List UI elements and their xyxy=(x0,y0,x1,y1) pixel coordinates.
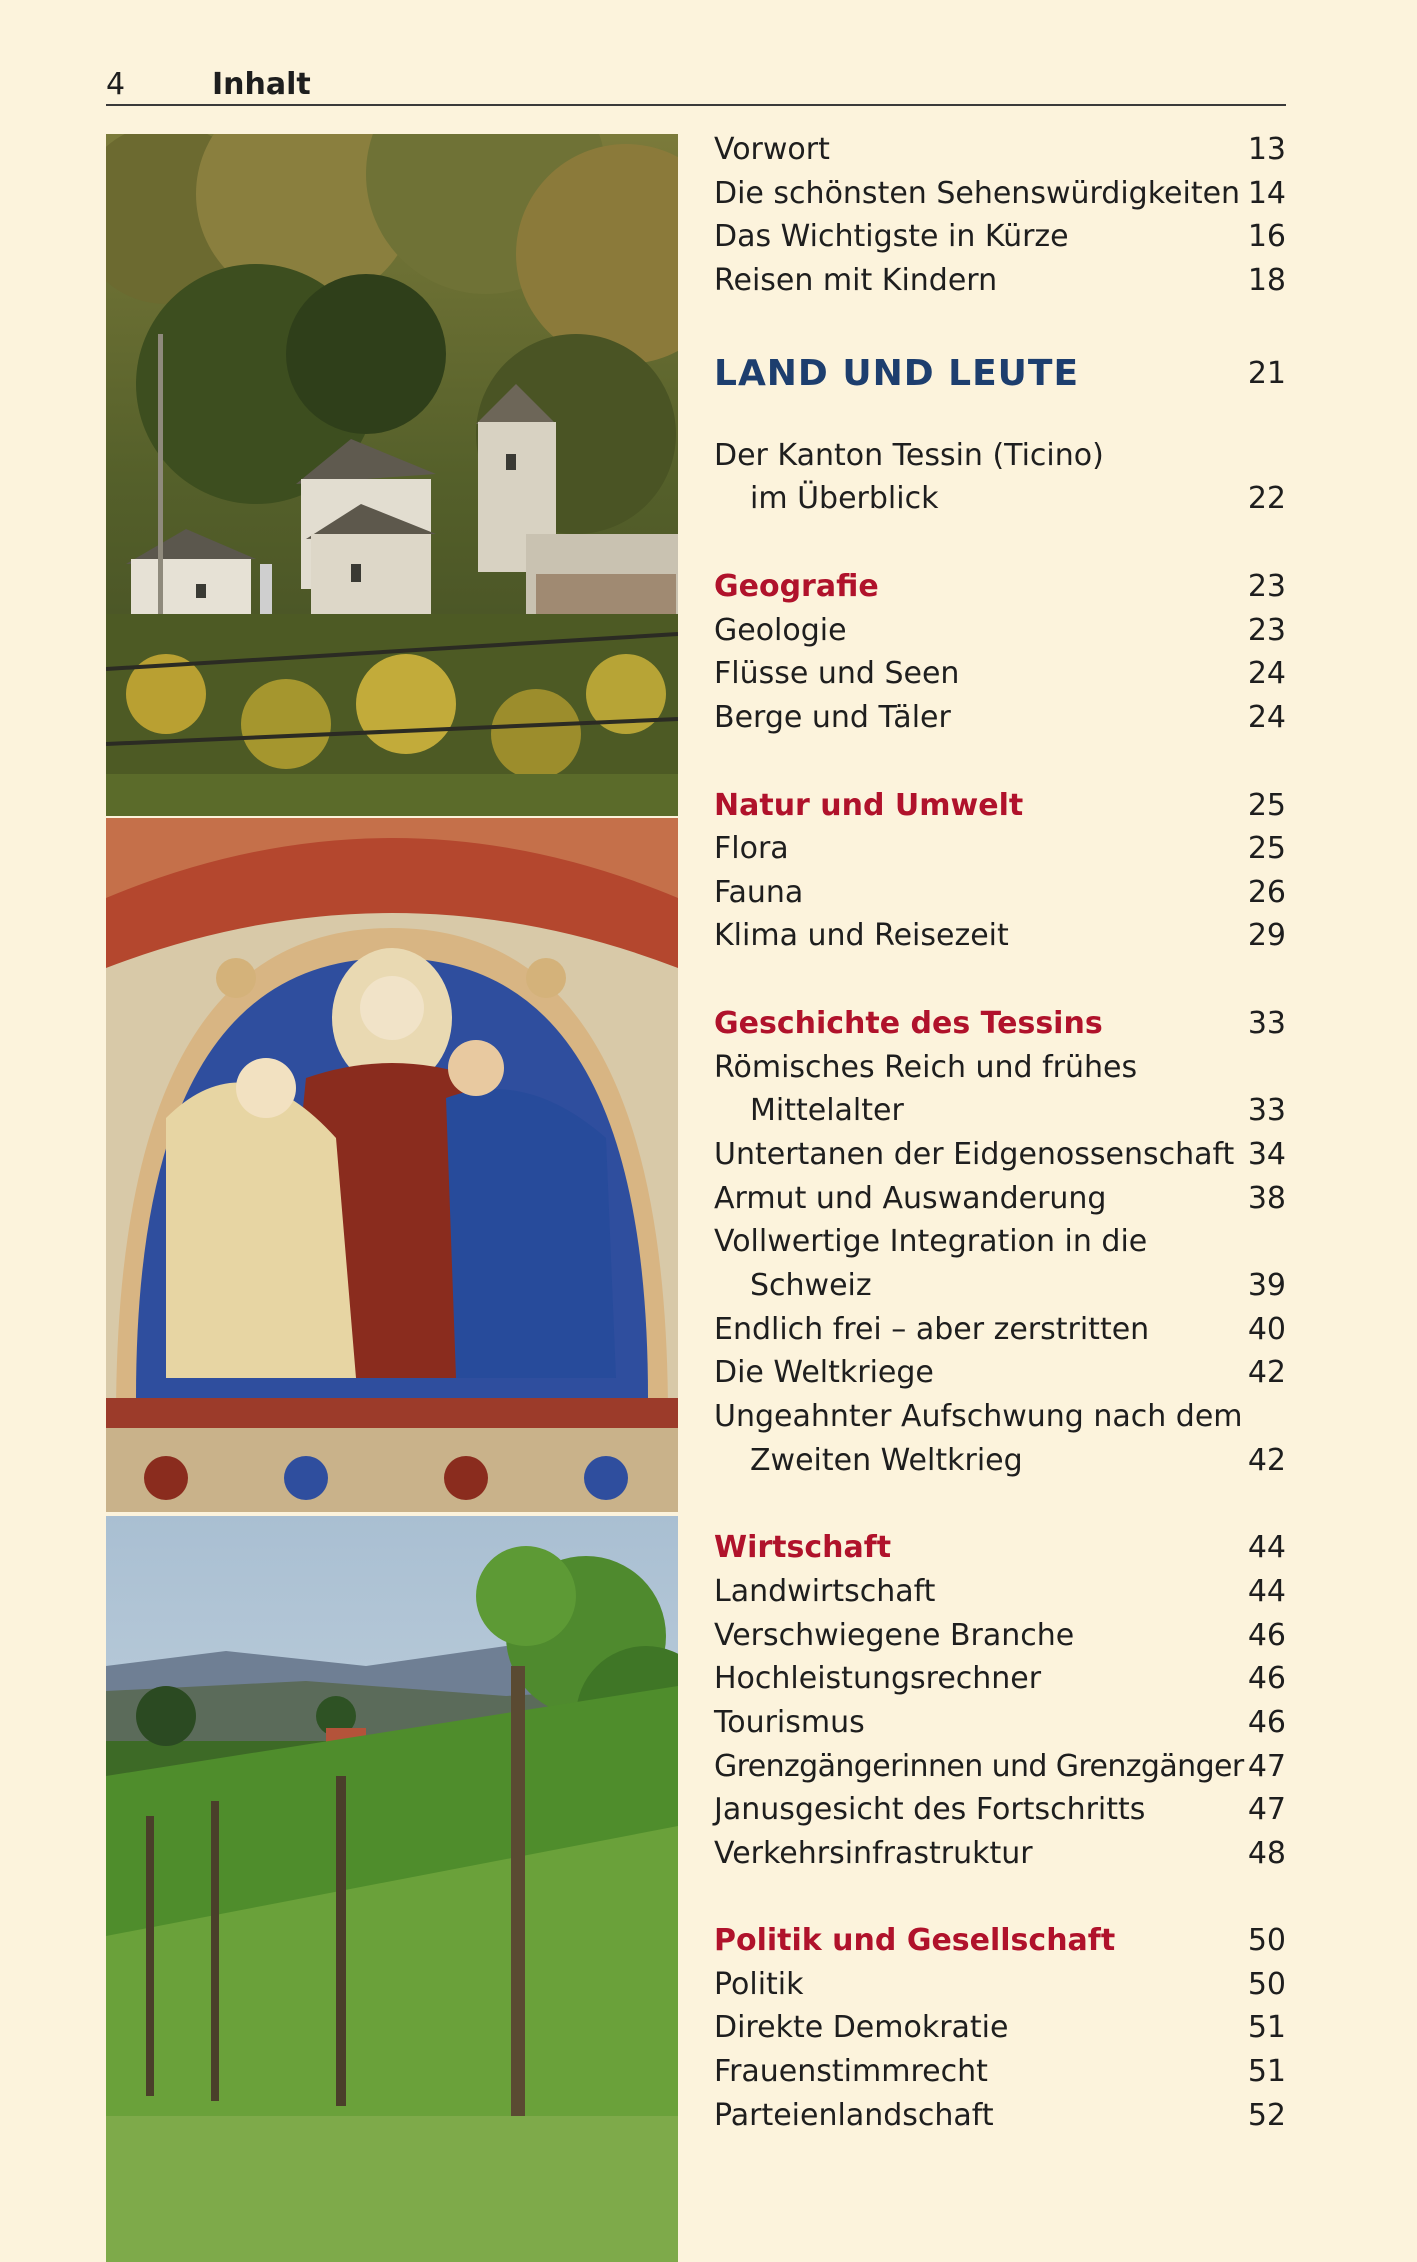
chapter-page: 21 xyxy=(1247,356,1286,391)
toc-entry-title: Die schönsten Sehenswürdigkeiten xyxy=(714,176,1241,211)
toc-entry-page: 51 xyxy=(1247,2010,1286,2045)
toc-entry-page: 51 xyxy=(1247,2054,1286,2089)
section-title: Geografie xyxy=(714,569,879,604)
toc-entry-title: Verschwiegene Branche xyxy=(714,1618,1075,1653)
toc-entry[interactable] xyxy=(714,1046,1286,1090)
toc-entry-title: Endlich frei – aber zerstritten xyxy=(714,1312,1150,1347)
toc-entry-page: 42 xyxy=(1247,1355,1286,1390)
toc-entry-title: Vorwort xyxy=(714,132,830,167)
toc-entry-title: Hochleistungsrechner xyxy=(714,1661,1042,1696)
toc-entry-page: 34 xyxy=(1247,1137,1286,1172)
header-title: Inhalt xyxy=(212,67,311,102)
toc-section-heading[interactable] xyxy=(714,784,1286,828)
toc-entry[interactable] xyxy=(714,1745,1286,1789)
toc-entry-continuation[interactable] xyxy=(714,1264,1286,1308)
toc-entry-page: 16 xyxy=(1247,219,1286,254)
toc-entry[interactable] xyxy=(714,1570,1286,1614)
toc-entry-title: Mittelalter xyxy=(750,1093,904,1128)
toc-entry-title: Berge und Täler xyxy=(714,700,951,735)
toc-section-heading[interactable] xyxy=(714,565,1286,609)
toc-entry[interactable] xyxy=(714,1614,1286,1658)
toc-entry-title: Politik xyxy=(714,1967,804,2002)
toc-entry-page: 47 xyxy=(1247,1749,1286,1784)
toc-entry-page: 24 xyxy=(1247,700,1286,735)
page-number: 4 xyxy=(106,67,126,102)
toc-entry-page: 42 xyxy=(1247,1443,1286,1478)
toc-entry-page: 14 xyxy=(1247,176,1286,211)
section-page: 44 xyxy=(1247,1530,1286,1565)
toc-chapter-heading[interactable] xyxy=(714,352,1286,396)
toc-entry[interactable] xyxy=(714,2094,1286,2138)
section-title: Geschichte des Tessins xyxy=(714,1006,1103,1041)
toc-entry[interactable] xyxy=(714,871,1286,915)
toc-entry-title: Klima und Reisezeit xyxy=(714,918,1009,953)
toc-entry-page: 46 xyxy=(1247,1705,1286,1740)
toc-entry-page: 25 xyxy=(1247,831,1286,866)
toc-entry-page: 22 xyxy=(1247,481,1286,516)
section-page: 33 xyxy=(1247,1006,1286,1041)
toc-entry[interactable] xyxy=(714,1220,1286,1264)
toc-entry-title: Der Kanton Tessin (Ticino) xyxy=(714,438,1104,473)
toc-entry-page: 23 xyxy=(1247,613,1286,648)
toc-entry-page: 38 xyxy=(1247,1181,1286,1216)
toc-entry-page: 46 xyxy=(1247,1618,1286,1653)
toc-entry[interactable] xyxy=(714,1395,1286,1439)
toc-entry-title: Landwirtschaft xyxy=(714,1574,936,1609)
toc-entry[interactable] xyxy=(714,1657,1286,1701)
toc-entry-title: Janusgesicht des Fortschritts xyxy=(714,1792,1146,1827)
toc-entry-page: 40 xyxy=(1247,1312,1286,1347)
toc-entry-title: Die Weltkriege xyxy=(714,1355,934,1390)
section-title: Natur und Umwelt xyxy=(714,788,1024,823)
toc-entry-continuation[interactable] xyxy=(714,1439,1286,1483)
toc-entry[interactable] xyxy=(714,2006,1286,2050)
toc-entry-page: 39 xyxy=(1247,1268,1286,1303)
toc-entry-page: 52 xyxy=(1247,2098,1286,2133)
toc-entry-page: 24 xyxy=(1247,656,1286,691)
toc-entry-title: Das Wichtigste in Kürze xyxy=(714,219,1069,254)
toc-entry[interactable] xyxy=(714,609,1286,653)
section-page: 23 xyxy=(1247,569,1286,604)
toc-entry[interactable] xyxy=(714,172,1286,216)
toc-entry-title: Untertanen der Eidgenossenschaft xyxy=(714,1137,1235,1172)
toc-entry[interactable] xyxy=(714,259,1286,303)
toc-entry-title: im Überblick xyxy=(750,481,939,516)
toc-entry-title: Reisen mit Kindern xyxy=(714,263,998,298)
toc-entry-page: 44 xyxy=(1247,1574,1286,1609)
toc-section-heading[interactable] xyxy=(714,1919,1286,1963)
toc-section-heading[interactable] xyxy=(714,1526,1286,1570)
toc-entry-title: Vollwertige Integration in die xyxy=(714,1224,1148,1259)
toc-entry-page: 50 xyxy=(1247,1967,1286,2002)
toc-entry-page: 46 xyxy=(1247,1661,1286,1696)
toc-entry-page: 18 xyxy=(1247,263,1286,298)
toc-entry-title: Armut und Auswanderung xyxy=(714,1181,1107,1216)
toc-entry-title: Direkte Demokratie xyxy=(714,2010,1009,2045)
toc-entry[interactable] xyxy=(714,1133,1286,1177)
toc-entry[interactable] xyxy=(714,128,1286,172)
toc-entry-title: Schweiz xyxy=(750,1268,872,1303)
toc-entry-title: Frauenstimmrecht xyxy=(714,2054,988,2089)
chapter-title: LAND UND LEUTE xyxy=(714,353,1080,394)
toc-entry[interactable] xyxy=(714,1701,1286,1745)
toc-entry-title: Verkehrsinfrastruktur xyxy=(714,1836,1033,1871)
section-title: Wirtschaft xyxy=(714,1530,892,1565)
toc-entry-title: Parteienlandschaft xyxy=(714,2098,994,2133)
toc-entry-title: Tourismus xyxy=(714,1705,865,1740)
toc-entry-title: Ungeahnter Aufschwung nach dem xyxy=(714,1399,1243,1434)
section-title: Politik und Gesellschaft xyxy=(714,1923,1116,1958)
toc-entry[interactable] xyxy=(714,914,1286,958)
photo-column xyxy=(106,134,678,2134)
toc-entry-title: Flora xyxy=(714,831,789,866)
toc-entry-title: Grenzgängerinnen und Grenzgänger xyxy=(714,1749,1244,1784)
toc-entry[interactable] xyxy=(714,2050,1286,2094)
toc-entry-page: 26 xyxy=(1247,875,1286,910)
toc-entry-continuation[interactable] xyxy=(714,1089,1286,1133)
toc-entry[interactable] xyxy=(714,1177,1286,1221)
toc-entry-title: Römisches Reich und frühes xyxy=(714,1050,1138,1085)
toc-entry[interactable] xyxy=(714,827,1286,871)
toc-entry[interactable] xyxy=(714,652,1286,696)
toc-entry-continuation[interactable] xyxy=(714,477,1286,521)
toc-entry[interactable] xyxy=(714,215,1286,259)
page-header xyxy=(106,66,1286,106)
toc-entry[interactable] xyxy=(714,434,1286,478)
toc-entry-page: 33 xyxy=(1247,1093,1286,1128)
toc-section-heading[interactable] xyxy=(714,1002,1286,1046)
toc-entry[interactable] xyxy=(714,1832,1286,1876)
vineyard-landscape-photo xyxy=(106,1516,678,2262)
toc-entry[interactable] xyxy=(714,1308,1286,1352)
toc-entry-title: Zweiten Weltkrieg xyxy=(750,1443,1023,1478)
toc-entry-title: Fauna xyxy=(714,875,804,910)
fresco-coronation-photo xyxy=(106,818,678,1512)
toc-entry-page: 48 xyxy=(1247,1836,1286,1871)
section-page: 25 xyxy=(1247,788,1286,823)
section-page: 50 xyxy=(1247,1923,1286,1958)
toc-entry[interactable] xyxy=(714,1788,1286,1832)
toc-entry-title: Flüsse und Seen xyxy=(714,656,960,691)
toc-entry-page: 29 xyxy=(1247,918,1286,953)
toc-entry-title: Geologie xyxy=(714,613,847,648)
toc-entry-page: 47 xyxy=(1247,1792,1286,1827)
toc-entry[interactable] xyxy=(714,1351,1286,1395)
toc-entry[interactable] xyxy=(714,1963,1286,2007)
toc-entry-page: 13 xyxy=(1247,132,1286,167)
village-vineyard-photo xyxy=(106,134,678,816)
toc-entry[interactable] xyxy=(714,696,1286,740)
